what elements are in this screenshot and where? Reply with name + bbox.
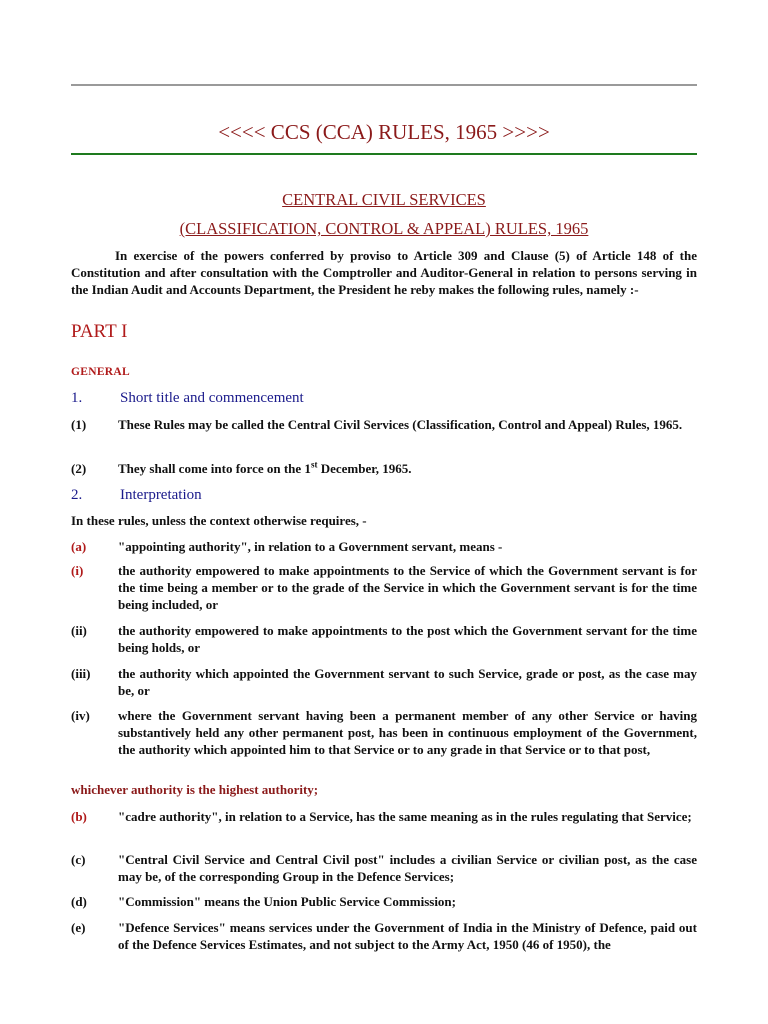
item-label: (e) <box>71 920 86 935</box>
section-2-intro: In these rules, unless the context otherwise requires, - <box>71 513 367 528</box>
item-label: (iii) <box>71 666 91 681</box>
item-label: (b) <box>71 809 87 824</box>
preamble-paragraph: In exercise of the powers conferred by proviso to Article 309 and Clause (5) of Article 148 of the Constitution and after consultation with the Comptroller and Auditor-General in relation to persons serving in the Indian Audit and Accounts Department, the President he reby makes the following rules, namely :- <box>71 248 697 297</box>
top-divider <box>71 84 697 86</box>
item-label: (2) <box>71 461 87 476</box>
item-label: (c) <box>71 852 86 867</box>
item-text: "Defence Services" means services under the Government of India in the Ministry of Defence, paid out of the Defence Services Estimates, and not subject to the Army Act, 1950 (46 of 1950), the <box>118 920 697 952</box>
part-heading: PART I <box>71 321 128 342</box>
item-label: (d) <box>71 894 87 909</box>
title-divider <box>71 153 697 155</box>
item-text: where the Government servant having been a permanent member of any other Service or having substantively held any other permanent post, has been in continuous employment of the Government, the authority which appointed him to that Service or to any grade in that Service or to that post, <box>118 708 697 757</box>
item-label: (1) <box>71 417 87 432</box>
document-title: <<<< CCS (CCA) RULES, 1965 >>>> <box>218 120 550 144</box>
item-text: "Commission" means the Union Public Service Commission; <box>118 894 456 909</box>
item-label: (i) <box>71 563 84 578</box>
item-text-part: December, 1965. <box>317 461 412 476</box>
item-label: (a) <box>71 539 87 554</box>
item-text: "appointing authority", in relation to a Government servant, means - <box>118 539 503 554</box>
section-1-number: 1. <box>71 390 83 406</box>
item-text: "cadre authority", in relation to a Service, has the same meaning as in the rules regulating that Service; <box>118 809 692 824</box>
section-1-title: Short title and commencement <box>120 390 304 406</box>
item-text <box>118 460 697 477</box>
general-heading: GENERAL <box>71 366 130 378</box>
item-label: (iv) <box>71 708 90 723</box>
section-2-title: Interpretation <box>120 487 202 503</box>
section-2-number: 2. <box>71 487 83 503</box>
item-text: the authority empowered to make appointments to the post which the Government servant for the time being holds, or <box>118 623 697 655</box>
whichever-line: whichever authority is the highest authority; <box>71 782 319 797</box>
item-text: These Rules may be called the Central Civil Services (Classification, Control and Appeal) Rules, 1965. <box>118 417 683 432</box>
item-text: the authority which appointed the Government servant to such Service, grade or post, as the case may be, or <box>118 666 697 698</box>
superscript: st <box>310 459 318 470</box>
item-label: (ii) <box>71 623 87 638</box>
item-text: "Central Civil Service and Central Civil post" includes a civilian Service or civilian post, as the case may be, of the corresponding Group in the Defence Services; <box>118 852 697 884</box>
item-text: the authority empowered to make appointments to the Service of which the Government servant is for the time being a member or to the grade of the Service in which the Government servant is for the time being included, or <box>118 563 697 612</box>
heading-line-1: CENTRAL CIVIL SERVICES <box>282 190 486 209</box>
heading-line-2: (CLASSIFICATION, CONTROL & APPEAL) RULES, 1965 <box>179 219 589 238</box>
item-text-part: They shall come into force on the 1 <box>118 461 311 476</box>
